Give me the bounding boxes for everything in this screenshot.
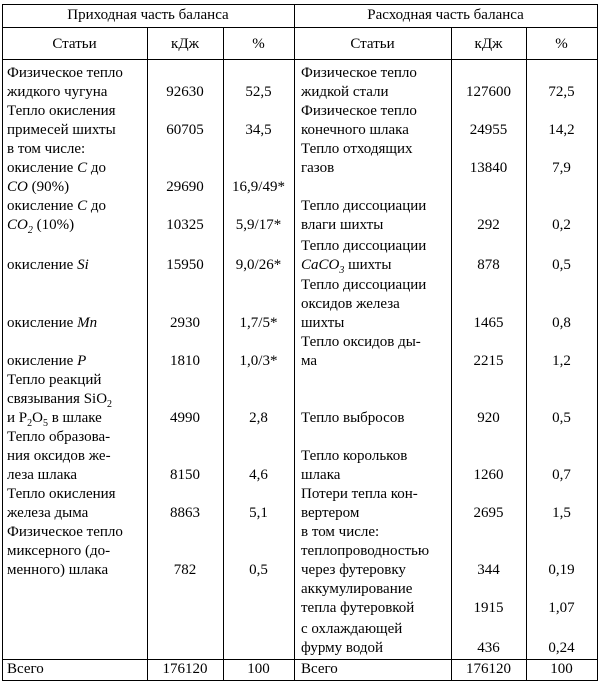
income-row-label: окисление Mn — [7, 315, 98, 331]
income-row-label: Тепло окисления — [7, 103, 116, 119]
income-title: Приходная часть баланса — [67, 7, 229, 23]
income-row-label: окисление C до — [7, 160, 106, 176]
outcome-row-label: вертером — [301, 505, 360, 521]
outcome-row-pct: 14,2 — [548, 122, 575, 138]
outcome-row-kj: 1465 — [473, 315, 504, 331]
income-row-label: Тепло окисления — [7, 486, 116, 502]
income-row-label: $CO_2$ (10%) — [7, 217, 75, 236]
outcome-row-pct: 0,24 — [548, 640, 575, 656]
income-row-kj: 782 — [173, 562, 197, 578]
income-row-label: и $P_2O_5$ в шлаке — [7, 410, 102, 429]
income-row-pct: 16,9/49* — [232, 179, 285, 195]
income-row-pct: 9,0/26* — [235, 257, 282, 273]
income-row-kj: 4990 — [170, 410, 200, 426]
rule-under-headers — [2, 59, 598, 60]
income-row-label: Тепло образова- — [7, 429, 111, 445]
income-row-kj: 1810 — [170, 353, 200, 369]
rule-right — [597, 4, 598, 681]
income-row-label: окисление Si — [7, 257, 89, 273]
rule-bottom — [2, 680, 598, 681]
income-row-kj: 15950 — [166, 257, 204, 273]
income-row-pct: 2,8 — [249, 410, 268, 426]
income-total-kj: 176120 — [162, 661, 208, 677]
outcome-row-pct: 1,2 — [552, 353, 571, 369]
outcome-row-pct: 0,19 — [548, 562, 575, 578]
income-row-label: Физическое тепло — [7, 524, 123, 540]
income-row-pct: 4,6 — [249, 467, 268, 483]
income-row-label: леза шлака — [7, 467, 78, 483]
outcome-row-label: влаги шихты — [301, 217, 384, 233]
income-header-articles: Статьи — [52, 36, 97, 52]
outcome-row-label: жидкой стали — [301, 84, 389, 100]
outcome-row-label: газов — [301, 160, 335, 176]
income-header-pct: % — [252, 36, 265, 52]
rule-mid — [294, 4, 295, 681]
income-row-pct: 5,9/17* — [235, 217, 282, 233]
outcome-total-pct: 100 — [550, 661, 573, 677]
outcome-row-label: через футеровку — [301, 562, 406, 578]
income-row-label: окисление C до — [7, 198, 106, 214]
outcome-row-pct: 0,5 — [552, 257, 571, 273]
outcome-row-kj: 878 — [477, 257, 500, 273]
outcome-row-pct: 0,8 — [552, 315, 571, 331]
outcome-row-pct: 7,9 — [552, 160, 571, 176]
rule-top — [2, 4, 598, 5]
outcome-row-kj: 24955 — [469, 122, 508, 138]
income-row-label: железа дыма — [7, 505, 89, 521]
outcome-row-kj: 436 — [477, 640, 500, 656]
outcome-row-label: теплопроводностью — [301, 543, 430, 559]
income-row-pct: 1,7/5* — [239, 315, 278, 331]
outcome-header-articles: Статьи — [350, 36, 395, 52]
outcome-row-kj: 344 — [477, 562, 500, 578]
outcome-row-label: Тепло диссоциации — [301, 277, 427, 293]
outcome-title: Расходная часть баланса — [367, 7, 524, 23]
outcome-row-label: Физическое тепло — [301, 65, 417, 81]
outcome-row-pct: 0,2 — [552, 217, 571, 233]
income-row-kj: 29690 — [166, 179, 204, 195]
outcome-row-label: конечного шлака — [301, 122, 409, 138]
outcome-total-label: Всего — [301, 661, 338, 677]
outcome-row-label: с охлаждающей — [301, 621, 403, 637]
rule-under-titles — [2, 27, 598, 28]
income-header-kj: кДж — [171, 36, 199, 52]
outcome-row-pct: 0,7 — [552, 467, 571, 483]
outcome-row-pct: 1,07 — [548, 600, 575, 616]
outcome-row-label: в том числе: — [301, 524, 380, 540]
outcome-row-kj: 1260 — [473, 467, 504, 483]
income-row-label: Физическое тепло — [7, 65, 123, 81]
outcome-row-label: шлака — [301, 467, 341, 483]
income-row-kj: 8150 — [170, 467, 200, 483]
outcome-row-label: Физическое тепло — [301, 103, 417, 119]
outcome-row-label: ма — [301, 353, 318, 369]
income-row-pct: 34,5 — [245, 122, 272, 138]
income-row-label: окисление P — [7, 353, 87, 369]
income-row-label: примесей шихты — [7, 122, 116, 138]
outcome-header-pct: % — [555, 36, 568, 52]
outcome-row-label: Тепло отходящих — [301, 141, 413, 157]
income-row-label: связывания SiO$_2$ — [7, 391, 113, 410]
outcome-row-label: CaCO$_3$ шихты — [301, 257, 392, 276]
income-row-label: ния оксидов же- — [7, 448, 111, 464]
outcome-row-label: Тепло диссоциации — [301, 238, 427, 254]
outcome-row-kj: 127600 — [466, 84, 511, 100]
income-row-kj: 2930 — [170, 315, 200, 331]
outcome-row-label: шихты — [301, 315, 345, 331]
outcome-row-label: тепла футеровкой — [301, 600, 415, 616]
outcome-row-pct: 1,5 — [552, 505, 571, 521]
income-row-kj: 8863 — [170, 505, 200, 521]
income-row-pct: 5,1 — [249, 505, 268, 521]
outcome-row-label: Потери тепла кон- — [301, 486, 418, 502]
outcome-row-pct: 0,5 — [552, 410, 571, 426]
income-row-kj: 10325 — [166, 217, 204, 233]
income-row-label: CO (90%) — [7, 179, 70, 195]
outcome-row-kj: 2215 — [473, 353, 504, 369]
income-total-pct: 100 — [247, 661, 270, 677]
outcome-row-label: Тепло корольков — [301, 448, 408, 464]
income-row-label: миксерного (до- — [7, 543, 111, 559]
outcome-row-label: Тепло диссоциации — [301, 198, 427, 214]
outcome-row-kj: 920 — [477, 410, 500, 426]
income-total-label: Всего — [7, 661, 44, 677]
outcome-row-pct: 72,5 — [548, 84, 575, 100]
rule-left — [2, 4, 3, 681]
outcome-row-label: Тепло выбросов — [301, 410, 405, 426]
outcome-row-label: Тепло оксидов ды- — [301, 334, 421, 350]
outcome-row-kj: 1915 — [473, 600, 504, 616]
outcome-row-label: аккумулирование — [301, 581, 413, 597]
income-row-pct: 1,0/3* — [239, 353, 278, 369]
income-row-pct: 0,5 — [249, 562, 268, 578]
outcome-header-kj: кДж — [474, 36, 503, 52]
outcome-row-label: оксидов железа — [301, 296, 400, 312]
outcome-row-label: фурму водой — [301, 640, 384, 656]
income-row-kj: 92630 — [166, 84, 204, 100]
income-row-label: менного) шлака — [7, 562, 109, 578]
outcome-total-kj: 176120 — [466, 661, 511, 677]
outcome-row-kj: 2695 — [473, 505, 504, 521]
income-row-label: Тепло реакций — [7, 372, 102, 388]
income-row-label: в том числе: — [7, 141, 86, 157]
outcome-row-kj: 13840 — [469, 160, 508, 176]
income-row-kj: 60705 — [166, 122, 204, 138]
outcome-row-kj: 292 — [477, 217, 500, 233]
income-row-label: жидкого чугуна — [7, 84, 108, 100]
income-row-pct: 52,5 — [245, 84, 272, 100]
